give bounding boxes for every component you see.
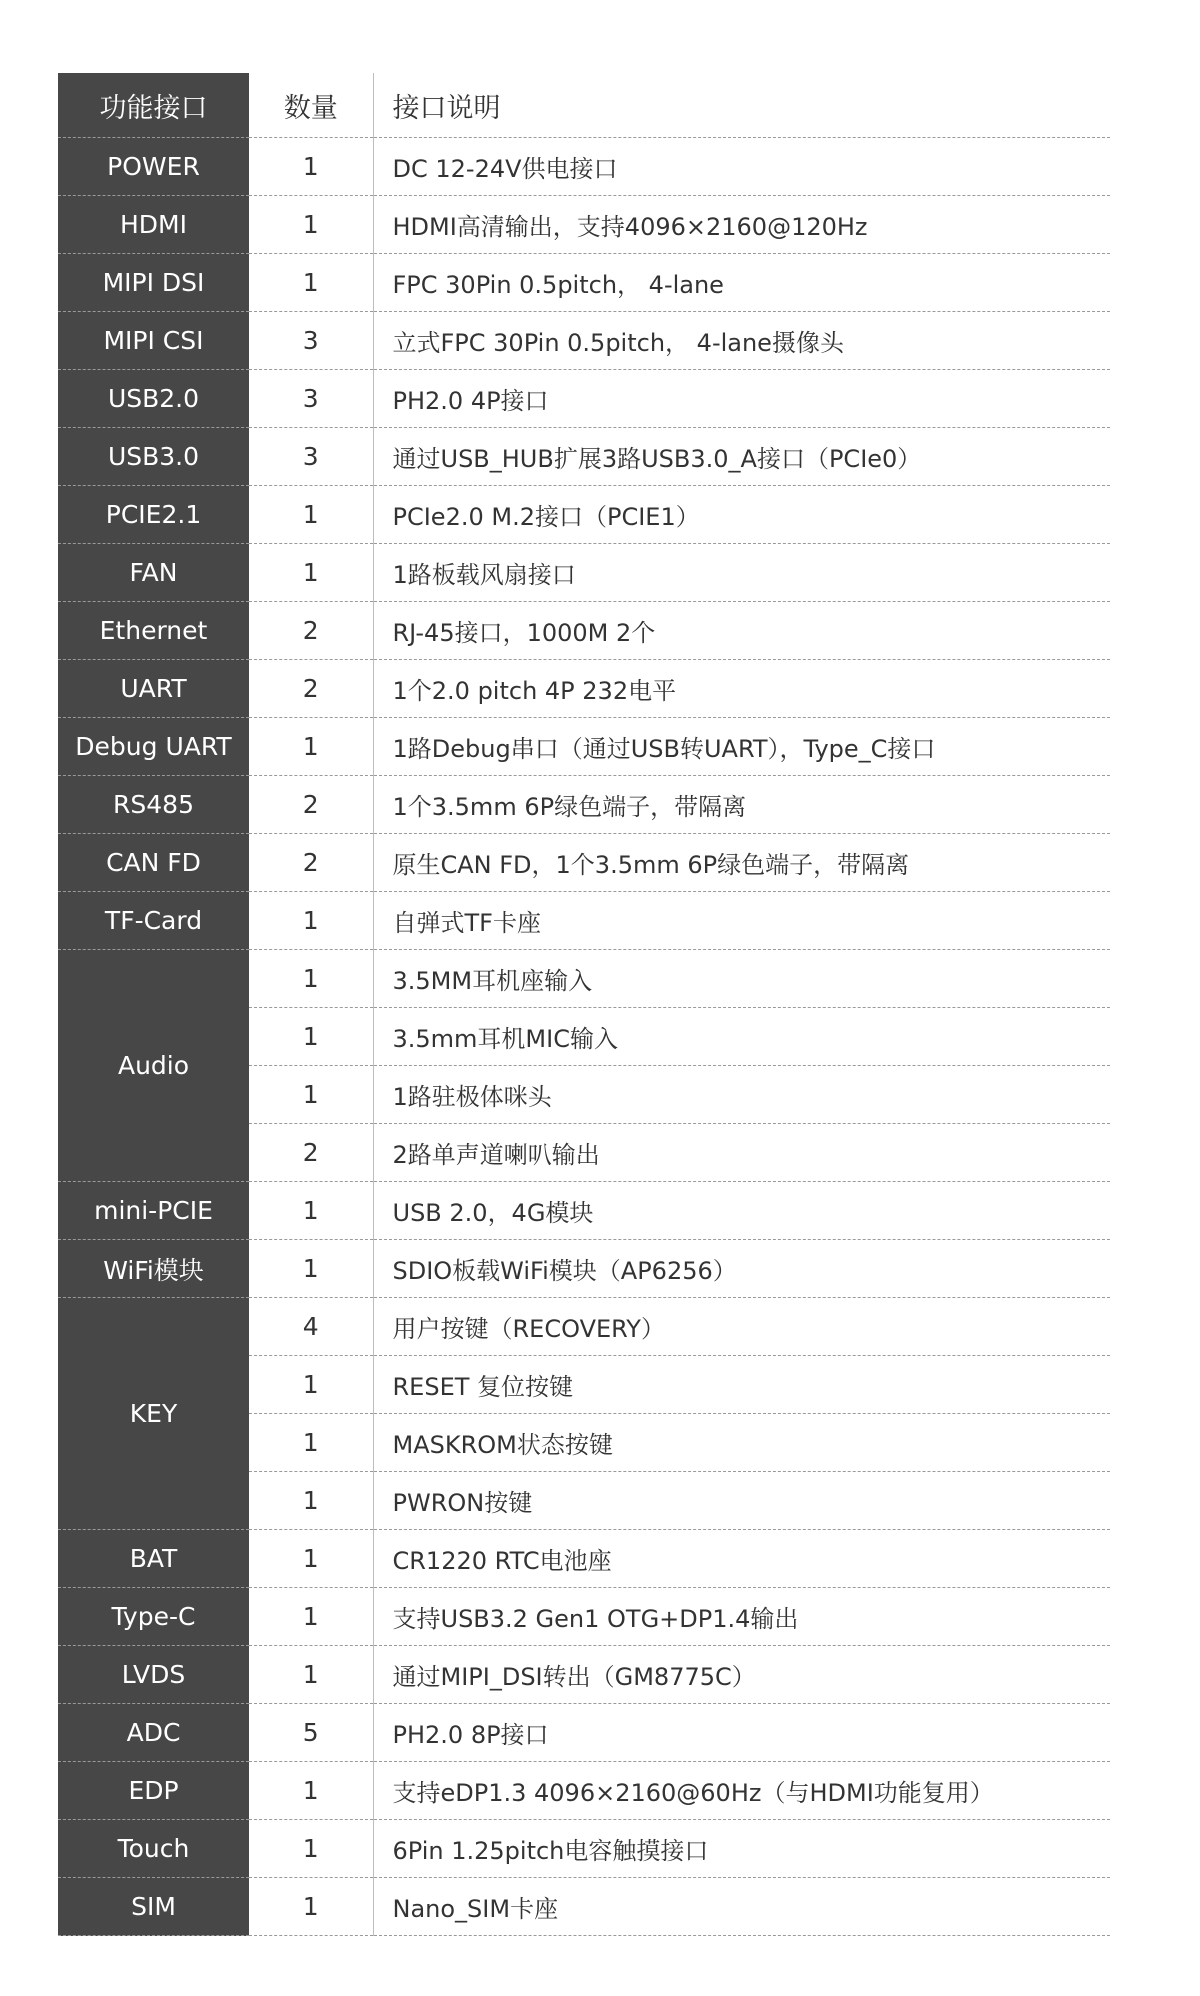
table-row <box>58 1646 1110 1704</box>
description-cell: 2路单声道喇叭输出 <box>373 1124 1110 1182</box>
description-cell: PWRON按键 <box>373 1472 1110 1530</box>
quantity-cell: 1 <box>249 1008 373 1066</box>
quantity-cell: 3 <box>249 312 373 370</box>
description-cell: HDMI高清输出，支持4096×2160@120Hz <box>373 196 1110 254</box>
table-row <box>58 312 1110 370</box>
header-interface: 功能接口 <box>58 73 249 138</box>
table-row <box>58 1762 1110 1820</box>
table-row <box>58 428 1110 486</box>
description-cell: 1个2.0 pitch 4P 232电平 <box>373 660 1110 718</box>
description-cell: PH2.0 4P接口 <box>373 370 1110 428</box>
quantity-cell: 2 <box>249 602 373 660</box>
quantity-cell: 5 <box>249 1704 373 1762</box>
quantity-cell: 1 <box>249 486 373 544</box>
interface-cell: Touch <box>58 1820 249 1878</box>
quantity-cell: 1 <box>249 1414 373 1472</box>
quantity-cell: 1 <box>249 1762 373 1820</box>
quantity-cell: 1 <box>249 544 373 602</box>
interface-cell: USB3.0 <box>58 428 249 486</box>
quantity-cell: 1 <box>249 1530 373 1588</box>
quantity-cell: 3 <box>249 428 373 486</box>
description-cell: Nano_SIM卡座 <box>373 1878 1110 1936</box>
table-row <box>58 138 1110 196</box>
quantity-cell: 1 <box>249 1878 373 1936</box>
description-cell: FPC 30Pin 0.5pitch， 4-lane <box>373 254 1110 312</box>
table-row <box>58 544 1110 602</box>
quantity-cell: 2 <box>249 776 373 834</box>
table-row <box>58 196 1110 254</box>
header-quantity: 数量 <box>249 73 373 138</box>
quantity-cell: 4 <box>249 1298 373 1356</box>
description-cell: 通过MIPI_DSI转出（GM8775C） <box>373 1646 1110 1704</box>
table-row <box>58 1298 1110 1356</box>
table-row <box>58 370 1110 428</box>
interface-cell: Ethernet <box>58 602 249 660</box>
quantity-cell: 1 <box>249 892 373 950</box>
table-row <box>58 602 1110 660</box>
description-cell: 1路驻极体咪头 <box>373 1066 1110 1124</box>
description-cell: PCIe2.0 M.2接口（PCIE1） <box>373 486 1110 544</box>
quantity-cell: 1 <box>249 138 373 196</box>
interface-cell: HDMI <box>58 196 249 254</box>
interface-cell: MIPI DSI <box>58 254 249 312</box>
table-row <box>58 834 1110 892</box>
table-row <box>58 892 1110 950</box>
quantity-cell: 1 <box>249 1240 373 1298</box>
interface-cell: WiFi模块 <box>58 1240 249 1298</box>
description-cell: 自弹式TF卡座 <box>373 892 1110 950</box>
quantity-cell: 2 <box>249 834 373 892</box>
description-cell: 原生CAN FD，1个3.5mm 6P绿色端子，带隔离 <box>373 834 1110 892</box>
interface-cell: CAN FD <box>58 834 249 892</box>
description-cell: 1路板载风扇接口 <box>373 544 1110 602</box>
table-row <box>58 486 1110 544</box>
quantity-cell: 1 <box>249 1182 373 1240</box>
description-cell: 支持USB3.2 Gen1 OTG+DP1.4输出 <box>373 1588 1110 1646</box>
quantity-cell: 1 <box>249 950 373 1008</box>
quantity-cell: 1 <box>249 254 373 312</box>
interface-cell: PCIE2.1 <box>58 486 249 544</box>
interface-cell: EDP <box>58 1762 249 1820</box>
quantity-cell: 3 <box>249 370 373 428</box>
description-cell: PH2.0 8P接口 <box>373 1704 1110 1762</box>
table-body <box>58 138 1110 1936</box>
interface-cell: ADC <box>58 1704 249 1762</box>
interface-cell: mini-PCIE <box>58 1182 249 1240</box>
table-row <box>58 1588 1110 1646</box>
table-row <box>58 660 1110 718</box>
table-row <box>58 1820 1110 1878</box>
table-row <box>58 1240 1110 1298</box>
table-row <box>58 718 1110 776</box>
interface-cell: KEY <box>58 1298 249 1530</box>
interface-spec-table <box>58 73 1110 1936</box>
quantity-cell: 1 <box>249 196 373 254</box>
table-row <box>58 950 1110 1008</box>
quantity-cell: 1 <box>249 1588 373 1646</box>
interface-cell: LVDS <box>58 1646 249 1704</box>
description-cell: 用户按键（RECOVERY） <box>373 1298 1110 1356</box>
interface-cell: RS485 <box>58 776 249 834</box>
quantity-cell: 2 <box>249 1124 373 1182</box>
description-cell: 6Pin 1.25pitch电容触摸接口 <box>373 1820 1110 1878</box>
description-cell: USB 2.0，4G模块 <box>373 1182 1110 1240</box>
quantity-cell: 2 <box>249 660 373 718</box>
description-cell: RJ-45接口，1000M 2个 <box>373 602 1110 660</box>
description-cell: 3.5mm耳机MIC输入 <box>373 1008 1110 1066</box>
quantity-cell: 1 <box>249 1646 373 1704</box>
quantity-cell: 1 <box>249 718 373 776</box>
description-cell: DC 12-24V供电接口 <box>373 138 1110 196</box>
description-cell: 3.5MM耳机座输入 <box>373 950 1110 1008</box>
description-cell: 立式FPC 30Pin 0.5pitch， 4-lane摄像头 <box>373 312 1110 370</box>
interface-cell: POWER <box>58 138 249 196</box>
interface-cell: TF-Card <box>58 892 249 950</box>
table-header-row <box>58 73 1110 138</box>
interface-cell: SIM <box>58 1878 249 1936</box>
description-cell: 1路Debug串口（通过USB转UART），Type_C接口 <box>373 718 1110 776</box>
interface-cell: Debug UART <box>58 718 249 776</box>
description-cell: 1个3.5mm 6P绿色端子，带隔离 <box>373 776 1110 834</box>
header-description: 接口说明 <box>373 73 1110 138</box>
interface-cell: BAT <box>58 1530 249 1588</box>
interface-cell: Audio <box>58 950 249 1182</box>
description-cell: MASKROM状态按键 <box>373 1414 1110 1472</box>
table-row <box>58 1704 1110 1762</box>
description-cell: CR1220 RTC电池座 <box>373 1530 1110 1588</box>
quantity-cell: 1 <box>249 1356 373 1414</box>
description-cell: 通过USB_HUB扩展3路USB3.0_A接口（PCIe0） <box>373 428 1110 486</box>
interface-cell: Type-C <box>58 1588 249 1646</box>
table-row <box>58 1878 1110 1936</box>
table-row <box>58 1182 1110 1240</box>
interface-cell: UART <box>58 660 249 718</box>
interface-cell: FAN <box>58 544 249 602</box>
interface-cell: MIPI CSI <box>58 312 249 370</box>
description-cell: RESET 复位按键 <box>373 1356 1110 1414</box>
quantity-cell: 1 <box>249 1472 373 1530</box>
quantity-cell: 1 <box>249 1066 373 1124</box>
description-cell: SDIO板载WiFi模块（AP6256） <box>373 1240 1110 1298</box>
table-row <box>58 776 1110 834</box>
table-row <box>58 254 1110 312</box>
table-row <box>58 1530 1110 1588</box>
interface-cell: USB2.0 <box>58 370 249 428</box>
quantity-cell: 1 <box>249 1820 373 1878</box>
description-cell: 支持eDP1.3 4096×2160@60Hz（与HDMI功能复用） <box>373 1762 1110 1820</box>
